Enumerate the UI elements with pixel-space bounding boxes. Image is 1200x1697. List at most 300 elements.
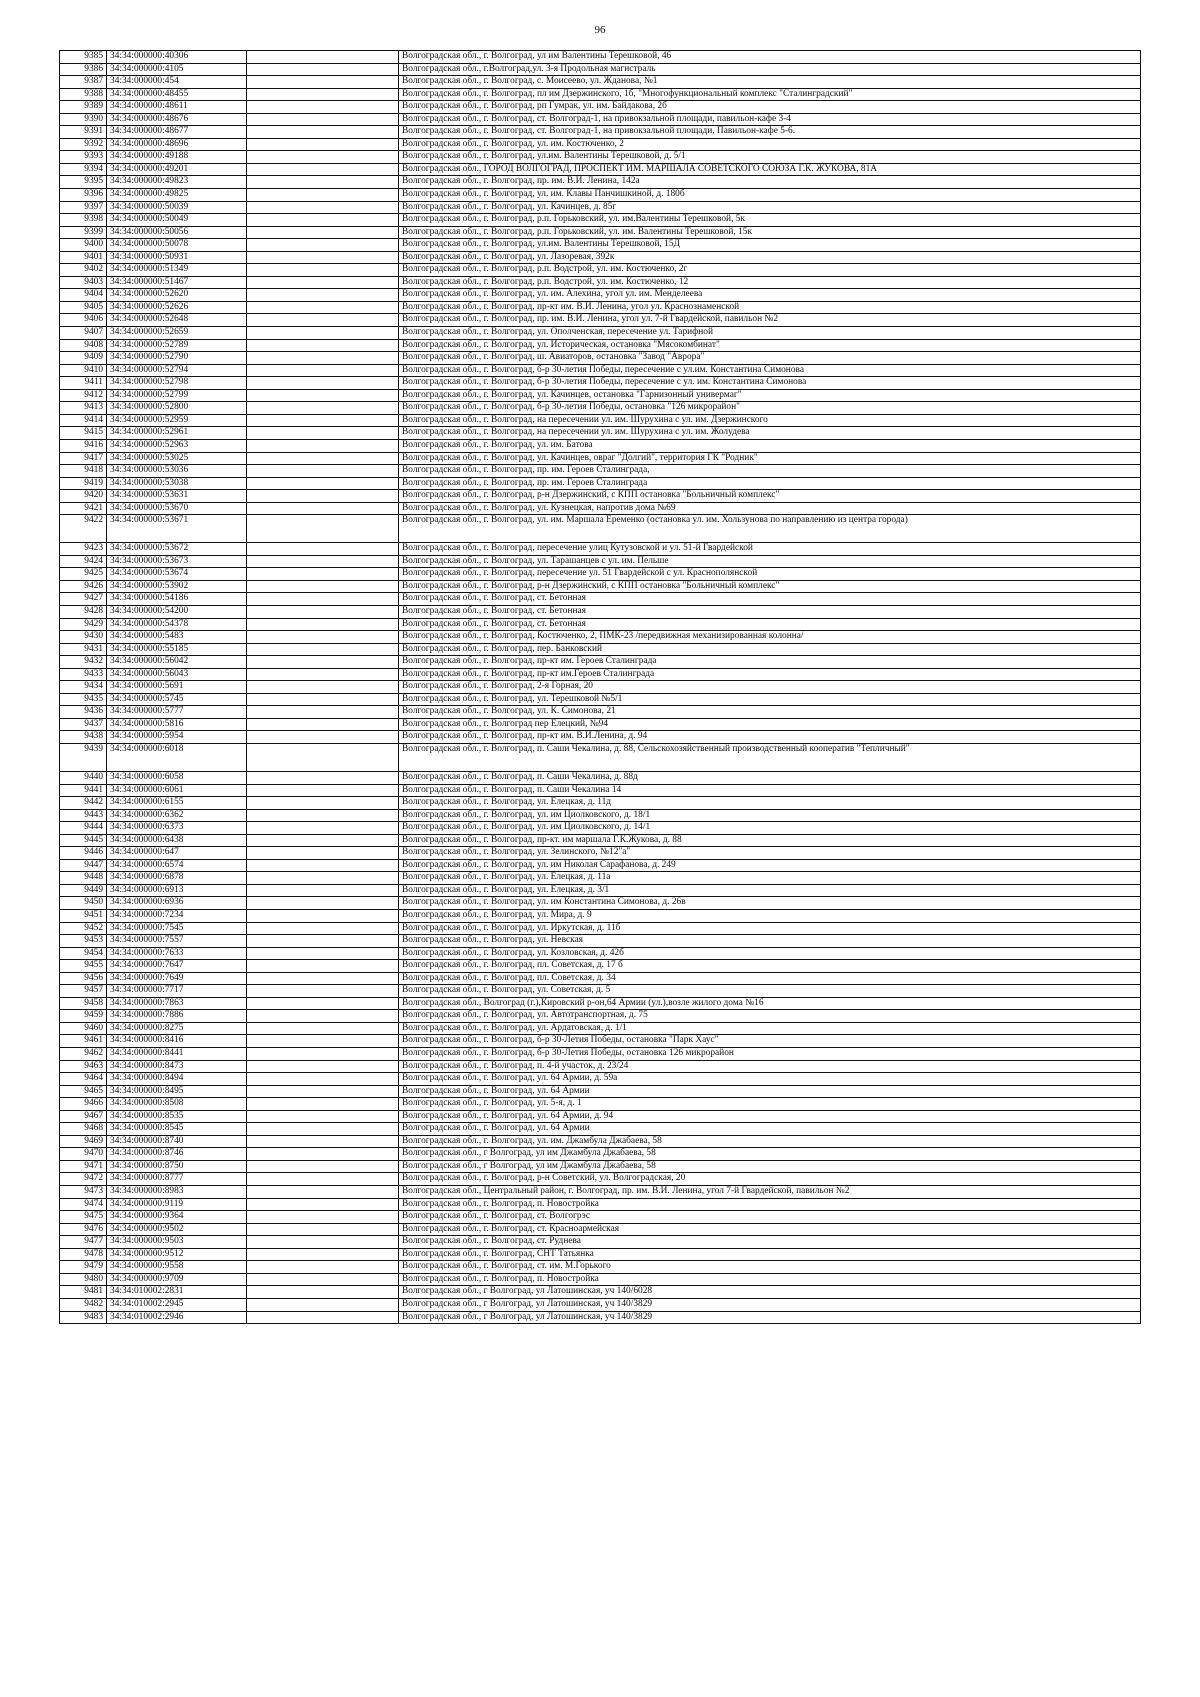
empty-cell — [247, 605, 399, 618]
address-cell: Волгоградская обл., г. Волгоград, на пересечении ул. им. Шурухина с ул. им. Дзержинского — [399, 414, 1141, 427]
cadastral-number-cell: 34:34:000000:7886 — [107, 1010, 247, 1023]
empty-cell — [247, 1148, 399, 1161]
address-cell: Волгоградская обл., г. Волгоград, ул. им Циолковского, д. 18/1 — [399, 809, 1141, 822]
table-row — [60, 834, 1141, 847]
row-number-cell: 9393 — [60, 151, 107, 164]
empty-cell — [247, 1085, 399, 1098]
table-row — [60, 515, 1141, 543]
cadastral-number-cell: 34:34:000000:56043 — [107, 668, 247, 681]
table-row — [60, 568, 1141, 581]
empty-cell — [247, 63, 399, 76]
address-cell: Волгоградская обл., г. Волгоград, пересечение ул. 51 Гвардейской с ул. Краснополянской — [399, 568, 1141, 581]
cadastral-number-cell: 34:34:000000:4105 — [107, 63, 247, 76]
cadastral-number-cell: 34:34:000000:53674 — [107, 568, 247, 581]
row-number-cell: 9456 — [60, 972, 107, 985]
empty-cell — [247, 101, 399, 114]
address-cell: Волгоградская обл., г. Волгоград, ул. им Николая Сарафанова, д. 249 — [399, 859, 1141, 872]
cadastral-number-cell: 34:34:000000:50078 — [107, 239, 247, 252]
empty-cell — [247, 1035, 399, 1048]
table-row — [60, 151, 1141, 164]
row-number-cell: 9448 — [60, 872, 107, 885]
empty-cell — [247, 960, 399, 973]
table-row — [60, 314, 1141, 327]
address-cell: Волгоградская обл., г. Волгоград, ст. Красноармейская — [399, 1223, 1141, 1236]
row-number-cell: 9417 — [60, 452, 107, 465]
cadastral-number-cell: 34:34:000000:50056 — [107, 226, 247, 239]
table-row — [60, 656, 1141, 669]
empty-cell — [247, 427, 399, 440]
row-number-cell: 9425 — [60, 568, 107, 581]
address-cell: Волгоградская обл., г. Волгоград, ул. им. Костюченко, 2 — [399, 138, 1141, 151]
table-row — [60, 1123, 1141, 1136]
row-number-cell: 9427 — [60, 593, 107, 606]
cadastral-number-cell: 34:34:000000:52959 — [107, 414, 247, 427]
cadastral-number-cell: 34:34:000000:52626 — [107, 301, 247, 314]
table-row — [60, 743, 1141, 771]
row-number-cell: 9418 — [60, 465, 107, 478]
cadastral-number-cell: 34:34:000000:51467 — [107, 276, 247, 289]
row-number-cell: 9446 — [60, 847, 107, 860]
table-row — [60, 947, 1141, 960]
row-number-cell: 9441 — [60, 784, 107, 797]
row-number-cell: 9430 — [60, 631, 107, 644]
row-number-cell: 9409 — [60, 352, 107, 365]
empty-cell — [247, 884, 399, 897]
row-number-cell: 9442 — [60, 797, 107, 810]
table-row — [60, 797, 1141, 810]
table-row — [60, 465, 1141, 478]
empty-cell — [247, 276, 399, 289]
address-cell: Волгоградская обл., г. Волгоград, р-н Советский, ул. Волгоградская, 20 — [399, 1173, 1141, 1186]
cadastral-number-cell: 34:34:000000:8275 — [107, 1022, 247, 1035]
address-cell: Волгоградская обл., г. Волгоград, ст. Руднева — [399, 1236, 1141, 1249]
cadastral-number-cell: 34:34:000000:8416 — [107, 1035, 247, 1048]
cadastral-number-cell: 34:34:000000:48455 — [107, 88, 247, 101]
empty-cell — [247, 477, 399, 490]
cadastral-number-cell: 34:34:000000:6913 — [107, 884, 247, 897]
address-cell: Волгоградская обл., г. Волгоград, ул.им. Валентины Терешковой, 15Д — [399, 239, 1141, 252]
empty-cell — [247, 972, 399, 985]
row-number-cell: 9481 — [60, 1286, 107, 1299]
table-row — [60, 1098, 1141, 1111]
empty-cell — [247, 327, 399, 340]
cadastral-number-cell: 34:34:000000:53672 — [107, 543, 247, 556]
empty-cell — [247, 731, 399, 744]
address-cell: Волгоградская обл., г. Волгоград, ул. Невская — [399, 935, 1141, 948]
address-cell: Волгоградская обл., г. Волгоград, ст. Бетонная — [399, 618, 1141, 631]
empty-cell — [247, 138, 399, 151]
row-number-cell: 9391 — [60, 126, 107, 139]
address-cell: Волгоградская обл., г. Волгоград, пр. им. В.И. Ленина, угол ул. 7-й Гвардейской, павильон №2 — [399, 314, 1141, 327]
row-number-cell: 9410 — [60, 364, 107, 377]
row-number-cell: 9405 — [60, 301, 107, 314]
cadastral-number-cell: 34:34:000000:6936 — [107, 897, 247, 910]
address-cell: Волгоградская обл., г. Волгоград, пл им Дзержинского, 1б, "Многофункциональный комплекс "Сталинградский" — [399, 88, 1141, 101]
address-cell: Волгоградская обл., г Волгоград, ул Латошинская, уч 140/3829 — [399, 1311, 1141, 1324]
table-row — [60, 681, 1141, 694]
empty-cell — [247, 1261, 399, 1274]
empty-cell — [247, 1198, 399, 1211]
row-number-cell: 9459 — [60, 1010, 107, 1023]
empty-cell — [247, 784, 399, 797]
table-row — [60, 301, 1141, 314]
empty-cell — [247, 693, 399, 706]
cadastral-number-cell: 34:34:000000:53038 — [107, 477, 247, 490]
empty-cell — [247, 264, 399, 277]
table-row — [60, 1085, 1141, 1098]
row-number-cell: 9431 — [60, 643, 107, 656]
table-row — [60, 1186, 1141, 1199]
table-row — [60, 1022, 1141, 1035]
address-cell: Волгоградская обл., г. Волгоград, ул. им. Джамбула Джабаева, 58 — [399, 1135, 1141, 1148]
row-number-cell: 9479 — [60, 1261, 107, 1274]
cadastral-number-cell: 34:34:000000:53036 — [107, 465, 247, 478]
row-number-cell: 9439 — [60, 743, 107, 771]
row-number-cell: 9406 — [60, 314, 107, 327]
row-number-cell: 9419 — [60, 477, 107, 490]
cadastral-number-cell: 34:34:000000:7649 — [107, 972, 247, 985]
row-number-cell: 9476 — [60, 1223, 107, 1236]
table-row — [60, 580, 1141, 593]
table-row — [60, 1135, 1141, 1148]
cadastral-number-cell: 34:34:000000:52789 — [107, 339, 247, 352]
row-number-cell: 9438 — [60, 731, 107, 744]
address-cell: Волгоградская обл., г. Волгоград, ул. 5-я, д. 1 — [399, 1098, 1141, 1111]
empty-cell — [247, 1173, 399, 1186]
table-row — [60, 339, 1141, 352]
table-row — [60, 1298, 1141, 1311]
row-number-cell: 9472 — [60, 1173, 107, 1186]
table-row — [60, 452, 1141, 465]
table-row — [60, 427, 1141, 440]
table-row — [60, 364, 1141, 377]
address-cell: Волгоградская обл., г. Волгоград, пр-кт. им маршала Г.К.Жукова, д. 88 — [399, 834, 1141, 847]
cadastral-number-cell: 34:34:000000:53670 — [107, 502, 247, 515]
address-cell: Волгоградская обл., г. Волгоград, ст. Волгоград-1, на привокзальной площади, павильон-кафе 3-4 — [399, 113, 1141, 126]
row-number-cell: 9447 — [60, 859, 107, 872]
table-row — [60, 1248, 1141, 1261]
empty-cell — [247, 389, 399, 402]
address-cell: Волгоградская обл., г. Волгоград, р.п. Водстрой, ул. им. Костюченко, 12 — [399, 276, 1141, 289]
address-cell: Волгоградская обл., г. Волгоград, ул. им. Маршала Еременко (остановка ул. им. Хользунова по направлению из центра города) — [399, 515, 1141, 543]
cadastral-number-cell: 34:34:000000:52648 — [107, 314, 247, 327]
cadastral-number-cell: 34:34:000000:647 — [107, 847, 247, 860]
empty-cell — [247, 239, 399, 252]
table-row — [60, 1173, 1141, 1186]
cadastral-number-cell: 34:34:000000:50931 — [107, 251, 247, 264]
table-row — [60, 997, 1141, 1010]
row-number-cell: 9424 — [60, 555, 107, 568]
address-cell: Волгоградская обл., г. Волгоград, ст. Волгогрэс — [399, 1211, 1141, 1224]
address-cell: Волгоградская обл., г. Волгоград, ст. Бетонная — [399, 593, 1141, 606]
row-number-cell: 9437 — [60, 718, 107, 731]
row-number-cell: 9444 — [60, 822, 107, 835]
cadastral-number-cell: 34:34:000000:6155 — [107, 797, 247, 810]
row-number-cell: 9413 — [60, 402, 107, 415]
empty-cell — [247, 568, 399, 581]
empty-cell — [247, 490, 399, 503]
row-number-cell: 9415 — [60, 427, 107, 440]
empty-cell — [247, 847, 399, 860]
empty-cell — [247, 543, 399, 556]
table-row — [60, 88, 1141, 101]
row-number-cell: 9400 — [60, 239, 107, 252]
cadastral-number-cell: 34:34:000000:49188 — [107, 151, 247, 164]
address-cell: Волгоградская обл., г. Волгоград, р.п. Горьковский, ул. им.Валентины Терешковой, 5к — [399, 214, 1141, 227]
row-number-cell: 9403 — [60, 276, 107, 289]
row-number-cell: 9401 — [60, 251, 107, 264]
address-cell: Волгоградская обл., г. Волгоград, ул.им. Валентины Терешковой, д. 5/1 — [399, 151, 1141, 164]
row-number-cell: 9470 — [60, 1148, 107, 1161]
table-row — [60, 784, 1141, 797]
table-row — [60, 101, 1141, 114]
address-cell: Волгоградская обл., г. Волгоград, ул. им Циолковского, д. 14/1 — [399, 822, 1141, 835]
empty-cell — [247, 226, 399, 239]
address-cell: Волгоградская обл., г. Волгоград, б-р 30-летия Победы, пересечение с ул. им. Константина Симонова — [399, 377, 1141, 390]
cadastral-number-cell: 34:34:000000:8508 — [107, 1098, 247, 1111]
row-number-cell: 9428 — [60, 605, 107, 618]
address-cell: Волгоградская обл., г. Волгоград, п. Новостройка — [399, 1198, 1141, 1211]
row-number-cell: 9433 — [60, 668, 107, 681]
empty-cell — [247, 1022, 399, 1035]
cadastral-number-cell: 34:34:000000:53671 — [107, 515, 247, 543]
empty-cell — [247, 51, 399, 64]
address-cell: Волгоградская обл., г Волгоград, ул им Джамбула Джабаева, 58 — [399, 1148, 1141, 1161]
cadastral-number-cell: 34:34:000000:5483 — [107, 631, 247, 644]
cadastral-number-cell: 34:34:000000:52800 — [107, 402, 247, 415]
address-cell: Волгоградская обл., г. Волгоград, ул. Ополченская, пересечение ул. Тарифной — [399, 327, 1141, 340]
cadastral-number-cell: 34:34:000000:8545 — [107, 1123, 247, 1136]
address-cell: Волгоградская обл., г. Волгоград, пересечение улиц Кутузовской и ул. 51-й Гвардейской — [399, 543, 1141, 556]
cadastral-number-cell: 34:34:000000:52794 — [107, 364, 247, 377]
empty-cell — [247, 809, 399, 822]
row-number-cell: 9408 — [60, 339, 107, 352]
row-number-cell: 9389 — [60, 101, 107, 114]
table-row — [60, 1198, 1141, 1211]
empty-cell — [247, 1273, 399, 1286]
address-cell: Волгоградская обл., г. Волгоград, ст. Бетонная — [399, 605, 1141, 618]
row-number-cell: 9467 — [60, 1110, 107, 1123]
row-number-cell: 9412 — [60, 389, 107, 402]
row-number-cell: 9407 — [60, 327, 107, 340]
table-row — [60, 668, 1141, 681]
empty-cell — [247, 439, 399, 452]
row-number-cell: 9466 — [60, 1098, 107, 1111]
row-number-cell: 9463 — [60, 1060, 107, 1073]
cadastral-number-cell: 34:34:000000:9512 — [107, 1248, 247, 1261]
table-row — [60, 201, 1141, 214]
row-number-cell: 9469 — [60, 1135, 107, 1148]
address-cell: Волгоградская обл., г. Волгоград, ул. Козловская, д. 42б — [399, 947, 1141, 960]
cadastral-number-cell: 34:34:000000:54378 — [107, 618, 247, 631]
empty-cell — [247, 402, 399, 415]
address-cell: Волгоградская обл., г. Волгоград, п. 4-й участок, д. 23/24 — [399, 1060, 1141, 1073]
cadastral-number-cell: 34:34:000000:7557 — [107, 935, 247, 948]
cadastral-number-cell: 34:34:000000:8441 — [107, 1048, 247, 1061]
row-number-cell: 9388 — [60, 88, 107, 101]
address-cell: Волгоградская обл., г. Волгоград, Костюченко, 2, ПМК-23 /передвижная механизированная колонна/ — [399, 631, 1141, 644]
empty-cell — [247, 1110, 399, 1123]
cadastral-number-cell: 34:34:000000:49201 — [107, 163, 247, 176]
row-number-cell: 9423 — [60, 543, 107, 556]
empty-cell — [247, 1098, 399, 1111]
table-row — [60, 163, 1141, 176]
address-cell: Волгоградская обл., г. Волгоград, б-р 30-Летия Победы, остановка 126 микрорайон — [399, 1048, 1141, 1061]
row-number-cell: 9387 — [60, 76, 107, 89]
address-cell: Волгоградская обл., г. Волгоград, ул. Терешковой №5/1 — [399, 693, 1141, 706]
empty-cell — [247, 743, 399, 771]
cadastral-number-cell: 34:34:000000:48676 — [107, 113, 247, 126]
address-cell: Волгоградская обл., г. Волгоград, ул. К. Симонова, 21 — [399, 706, 1141, 719]
table-row — [60, 439, 1141, 452]
empty-cell — [247, 822, 399, 835]
address-cell: Волгоградская обл., г. Волгоград, ул. Зелинского, №12"а" — [399, 847, 1141, 860]
row-number-cell: 9451 — [60, 910, 107, 923]
cadastral-number-cell: 34:34:000000:9502 — [107, 1223, 247, 1236]
row-number-cell: 9416 — [60, 439, 107, 452]
address-cell: Волгоградская обл., г. Волгоград, ул. 64 Армии — [399, 1123, 1141, 1136]
table-row — [60, 1286, 1141, 1299]
row-number-cell: 9454 — [60, 947, 107, 960]
cadastral-number-cell: 34:34:000000:6061 — [107, 784, 247, 797]
row-number-cell: 9398 — [60, 214, 107, 227]
table-row — [60, 214, 1141, 227]
empty-cell — [247, 935, 399, 948]
address-cell: Волгоградская обл., г. Волгоград, р-н Дзержинский, с КПП остановка "Больничный комплекс" — [399, 490, 1141, 503]
cadastral-number-cell: 34:34:000000:49825 — [107, 189, 247, 202]
address-cell: Волгоградская обл., г. Волгоград, ул. им. Батова — [399, 439, 1141, 452]
table-row — [60, 643, 1141, 656]
row-number-cell: 9462 — [60, 1048, 107, 1061]
cadastral-number-cell: 34:34:000000:6058 — [107, 771, 247, 784]
cadastral-number-cell: 34:34:000000:52963 — [107, 439, 247, 452]
row-number-cell: 9421 — [60, 502, 107, 515]
empty-cell — [247, 76, 399, 89]
empty-cell — [247, 1248, 399, 1261]
empty-cell — [247, 656, 399, 669]
row-number-cell: 9386 — [60, 63, 107, 76]
empty-cell — [247, 201, 399, 214]
empty-cell — [247, 985, 399, 998]
cadastral-number-cell: 34:34:000000:6438 — [107, 834, 247, 847]
table-row — [60, 226, 1141, 239]
empty-cell — [247, 189, 399, 202]
address-cell: Волгоградская обл., г. Волгоград, с. Моисеево, ул. Жданова, №1 — [399, 76, 1141, 89]
address-cell: Волгоградская обл., г. Волгоград, ул. 64 Армии, д. 94 — [399, 1110, 1141, 1123]
address-cell: Волгоградская обл., г. Волгоград, ул. Качинцев, остановка "Гарнизонный универмаг" — [399, 389, 1141, 402]
table-row — [60, 1010, 1141, 1023]
table-row — [60, 872, 1141, 885]
cadastral-number-cell: 34:34:000000:9503 — [107, 1236, 247, 1249]
row-number-cell: 9450 — [60, 897, 107, 910]
address-cell: Волгоградская обл., г. Волгоград, п. Саши Чекалина, д. 88д — [399, 771, 1141, 784]
empty-cell — [247, 377, 399, 390]
row-number-cell: 9483 — [60, 1311, 107, 1324]
empty-cell — [247, 163, 399, 176]
row-number-cell: 9411 — [60, 377, 107, 390]
empty-cell — [247, 681, 399, 694]
table-row — [60, 76, 1141, 89]
table-row — [60, 922, 1141, 935]
row-number-cell: 9434 — [60, 681, 107, 694]
table-row — [60, 706, 1141, 719]
table-row — [60, 935, 1141, 948]
table-row — [60, 477, 1141, 490]
table-row — [60, 1160, 1141, 1173]
table-row — [60, 809, 1141, 822]
cadastral-number-cell: 34:34:000000:50049 — [107, 214, 247, 227]
table-row — [60, 847, 1141, 860]
empty-cell — [247, 1223, 399, 1236]
address-cell: Волгоградская обл., г. Волгоград, 2-я Горная, 20 — [399, 681, 1141, 694]
address-cell: Волгоградская обл., г. Волгоград, пр. им. Героев Сталинграда, — [399, 465, 1141, 478]
row-number-cell: 9396 — [60, 189, 107, 202]
row-number-cell: 9457 — [60, 985, 107, 998]
row-number-cell: 9453 — [60, 935, 107, 948]
table-row — [60, 327, 1141, 340]
address-cell: Волгоградская обл., г.Волгоград,ул. 3-я Продольная магистраль — [399, 63, 1141, 76]
empty-cell — [247, 618, 399, 631]
row-number-cell: 9390 — [60, 113, 107, 126]
empty-cell — [247, 126, 399, 139]
empty-cell — [247, 339, 399, 352]
table-row — [60, 731, 1141, 744]
address-cell: Волгоградская обл., Центральный район, г. Волгоград, пр. им. В.И. Ленина, угол 7-й Гвардейской, павильон №2 — [399, 1186, 1141, 1199]
row-number-cell: 9468 — [60, 1123, 107, 1136]
address-cell: Волгоградская обл., Волгоград (г.),Кировский р-он,64 Армии (ул.),возле жилого дома №16 — [399, 997, 1141, 1010]
cadastral-number-cell: 34:34:010002:2946 — [107, 1311, 247, 1324]
table-row — [60, 1073, 1141, 1086]
address-cell: Волгоградская обл., г. Волгоград, ул. им Константина Симонова, д. 26в — [399, 897, 1141, 910]
empty-cell — [247, 771, 399, 784]
row-number-cell: 9449 — [60, 884, 107, 897]
empty-cell — [247, 151, 399, 164]
empty-cell — [247, 452, 399, 465]
empty-cell — [247, 922, 399, 935]
address-cell: Волгоградская обл., г. Волгоград, р-н Дзержинский, с КПП остановка "Больничный комплекс" — [399, 580, 1141, 593]
register-table-body — [60, 51, 1141, 1324]
empty-cell — [247, 314, 399, 327]
address-cell: Волгоградская обл., г. Волгоград, б-р 30-Летия Победы, остановка "Парк Хаус" — [399, 1035, 1141, 1048]
row-number-cell: 9426 — [60, 580, 107, 593]
address-cell: Волгоградская обл., г. Волгоград, пл. Советская, д. 17 б — [399, 960, 1141, 973]
address-cell: Волгоградская обл., г. Волгоград, п. Саши Чекалина, д. 88, Сельскохозяйственный производственный кооператив "Тепличный" — [399, 743, 1141, 771]
table-row — [60, 718, 1141, 731]
cadastral-number-cell: 34:34:000000:51349 — [107, 264, 247, 277]
empty-cell — [247, 113, 399, 126]
cadastral-number-cell: 34:34:000000:53025 — [107, 452, 247, 465]
table-row — [60, 490, 1141, 503]
empty-cell — [247, 706, 399, 719]
empty-cell — [247, 88, 399, 101]
row-number-cell: 9445 — [60, 834, 107, 847]
table-row — [60, 1110, 1141, 1123]
table-row — [60, 1035, 1141, 1048]
empty-cell — [247, 515, 399, 543]
cadastral-number-cell: 34:34:000000:7633 — [107, 947, 247, 960]
cadastral-number-cell: 34:34:000000:8535 — [107, 1110, 247, 1123]
empty-cell — [247, 668, 399, 681]
cadastral-number-cell: 34:34:000000:7234 — [107, 910, 247, 923]
cadastral-number-cell: 34:34:000000:9364 — [107, 1211, 247, 1224]
row-number-cell: 9422 — [60, 515, 107, 543]
empty-cell — [247, 1286, 399, 1299]
empty-cell — [247, 834, 399, 847]
cadastral-number-cell: 34:34:000000:52798 — [107, 377, 247, 390]
table-row — [60, 176, 1141, 189]
row-number-cell: 9443 — [60, 809, 107, 822]
empty-cell — [247, 251, 399, 264]
